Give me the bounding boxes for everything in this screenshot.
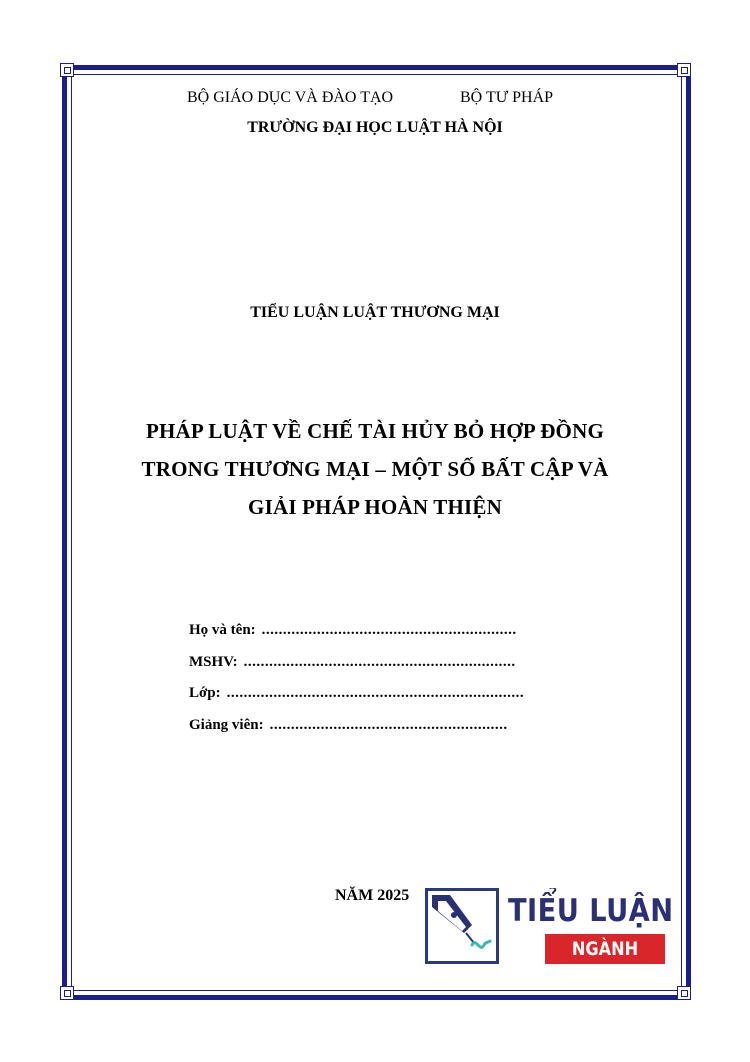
student-info-fields [189, 622, 549, 748]
logo-badge-text: NGÀNH LUẬT [571, 938, 639, 990]
field-class [189, 685, 549, 717]
page-border-inner [71, 74, 682, 991]
border-corner-ornament [60, 63, 74, 77]
title-line: TRONG THƯƠNG MẠI – MỘT SỐ BẤT CẬP VÀ [141, 457, 609, 481]
field-blank-line: ................................................................ [243, 653, 516, 670]
logo-badge [545, 934, 665, 990]
border-corner-ornament [677, 63, 691, 77]
field-label: Lớp: [189, 685, 221, 701]
document-title [100, 412, 650, 526]
border-corner-ornament [677, 986, 691, 1000]
ministry-education: BỘ GIÁO DỤC VÀ ĐÀO TẠO [187, 89, 394, 106]
logo-wordmark: TIỂU LUẬN [508, 893, 674, 929]
ministry-justice: BỘ TƯ PHÁP [460, 89, 554, 106]
title-line: GIẢI PHÁP HOÀN THIỆN [248, 495, 502, 519]
title-line: PHÁP LUẬT VỀ CHẾ TÀI HỦY BỎ HỢP ĐỒNG [146, 419, 604, 443]
university-name: TRƯỜNG ĐẠI HỌC LUẬT HÀ NỘI [247, 119, 503, 136]
field-lecturer [189, 717, 549, 749]
field-label: MSHV: [189, 653, 238, 670]
year-label: NĂM 2025 [335, 887, 410, 904]
field-label: Họ và tên: [189, 622, 256, 638]
fountain-pen-nib-icon [425, 888, 499, 964]
field-full-name [189, 622, 549, 654]
field-label: Giảng viên: [189, 716, 264, 733]
field-blank-line: ............................................................ [261, 622, 517, 638]
field-student-id [189, 654, 549, 686]
border-corner-ornament [60, 986, 74, 1000]
field-blank-line: ...................................................................... [226, 685, 525, 701]
field-blank-line: ........................................................ [269, 716, 508, 733]
document-type: TIỂU LUẬN LUẬT THƯƠNG MẠI [250, 304, 500, 321]
